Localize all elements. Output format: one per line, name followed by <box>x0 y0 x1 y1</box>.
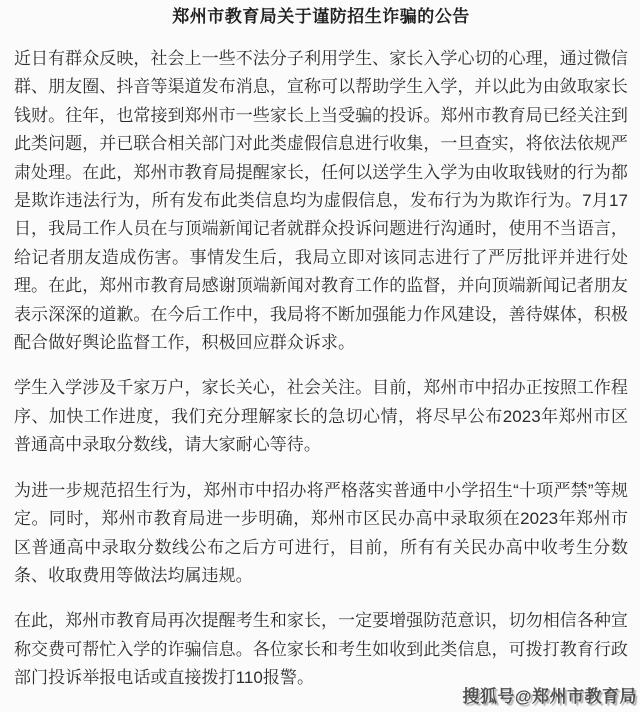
paragraph-intro-fraud-warning: 近日有群众反映，社会上一些不法分子利用学生、家长入学心切的心理，通过微信群、朋友圈、抖音等渠道发布消息，宣称可以帮助学生入学，并以此为由敛取家长钱财。往年，也常接到郑州市一些家长上当受骗的投诉。郑州市教育局已经关注到此类问题，并已联合相关部门对此类虚假信息进行收集，一旦查实，将依法依规严肃处理。在此，郑州市教育局提醒家长，任何以送学生入学为由收取钱财的行为都是欺诈违法行为，所有发布此类信息均为虚假信息，发布行为为欺诈行为。7月17日，我局工作人员在与顶端新闻记者就群众投诉问题进行沟通时，使用不当语言，给记者朋友造成伤害。事情发生后，我局立即对该同志进行了严厉批评并进行处理。在此，郑州市教育局感谢顶端新闻对教育工作的监督，并向顶端新闻记者朋友表示深深的道歉。在今后工作中，我局将不断加强能力作风建设，善待媒体，积极配合做好舆论监督工作，积极回应群众诉求。 <box>14 49 628 353</box>
paragraph-reminder-report: 在此，郑州市教育局再次提醒考生和家长，一定要增强防范意识，切勿相信各种宣称交费可帮忙入学的诈骗信息。各位家长和考生如收到此类信息，可拨打教育行政部门投诉举报电话或直接拨打110报警。 <box>14 611 628 688</box>
paragraph-enrollment-regulations: 为进一步规范招生行为，郑州市中招办将严格落实普通中小学招生“十项严禁”等规定。同时，郑州市教育局进一步明确，郑州市区民办高中录取须在2023年郑州市区普通高中录取分数线公布之后方可进行，目前，所有有关民办高中收考生分数条、收取费用等做法均属违规。 <box>14 480 628 585</box>
page-title: 郑州市教育局关于谨防招生诈骗的公告 <box>172 7 470 26</box>
paragraph-admission-score-line: 学生入学涉及千家万户，家长关心，社会关注。目前，郑州市中招办正按照工作程序、加快工作进度，我们充分理解家长的急切心情，将尽早公布2023年郑州市区普通高中录取分数线，请大家耐心等待。 <box>14 378 628 455</box>
sohu-account-watermark: 搜狐号@郑州市教育局 <box>462 687 637 706</box>
